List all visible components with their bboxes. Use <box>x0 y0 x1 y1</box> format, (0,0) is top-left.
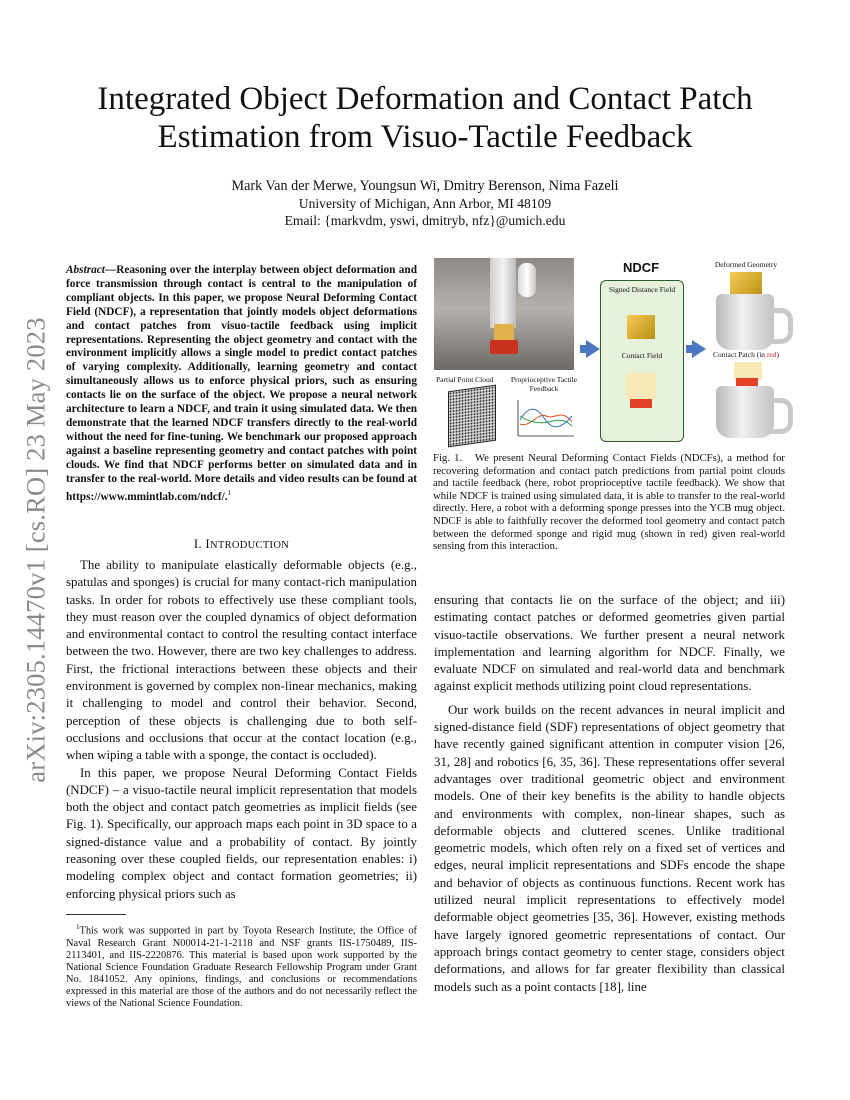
section-title-rest: NTRODUCTION <box>209 540 290 551</box>
paper-title <box>60 80 790 156</box>
deformed-geometry-mug <box>716 294 774 350</box>
section-heading-introduction <box>66 537 417 552</box>
contact-patch-label-text: Contact Patch ( <box>712 350 760 359</box>
footnote-rule <box>66 914 126 915</box>
caption-label: Fig. 1. <box>433 452 463 464</box>
contact-patch-mug <box>716 386 774 438</box>
mug-handle-2 <box>770 398 793 434</box>
footnote-text: This work was supported in part by Toyota Research Institute, the Office of Naval Research Grant N00014-21-1-2118 and NSF grants IIS-1750489, IIS-2113401, and IIS-2220876. This material is based upon work supported by the National Science Foundation Graduate Research Fellowship Program under Grant No. 1841052. Any opinions, findings, and conclusions or recommendations expressed in this material are those of the authors and do not necessarily reflect the views of the National Science Foundation. <box>66 925 417 1010</box>
author-names: Mark Van der Merwe, Youngsun Wi, Dmitry Berenson, Nima Fazeli <box>231 178 619 194</box>
ndcf-box <box>600 280 684 442</box>
affiliation: University of Michigan, Ann Arbor, MI 48109 <box>298 196 552 211</box>
author-block <box>60 178 790 229</box>
sdf-cube <box>627 315 655 339</box>
footnote-mark: 1 <box>76 923 80 931</box>
abstract-text: —Reasoning over the interplay between object deformation and force transmission through contact is central to the manipulation of compliant objects. In this paper, we propose Neural Deforming Contact Field (NDCF), a representation that jointly models object deformations and contact patches from visuo-tactile feedback using implicit representations. Representing the object geometry and contact with the environment implicitly allows a single model to predict contact patches of varying complexity. Additionally, learning geometry and contact simultaneously allows us to enforce physical priors, such as ensuring contacts lie on the surface of the object. We propose a neural network architecture to learn a NDCF, and train it using simulated data. We then demonstrate that the learned NDCF transfers directly to the real-world without the need for fine-tuning. We benchmark our proposed approach against a baseline representing geometry and contact patches with point clouds. We find that NDCF performs better on simulated data and in transfer to the real-world. More details and video results can be found at https://www.mmintlab.com/ndcf/. <box>66 264 417 503</box>
title-line-1: Integrated Object Deformation and Contact Patch <box>97 81 753 117</box>
contact-patch-label-red: red <box>766 350 777 359</box>
right-column-body <box>434 592 785 996</box>
right-paragraph-1: ensuring that contacts lie on the surface of the object; and iii) estimating contact patches or deformed geometries given partial visuo-tactile observations. We further present a neural network implementation and learning algorithm for NDCF. Finally, we evaluate NDCF on simulated and real-world data and benchmark against explicit methods utilizing point cloud representations. <box>434 593 785 694</box>
robot-joint <box>518 263 536 297</box>
partial-pc-label: Partial Point Cloud <box>436 375 494 384</box>
abstract-label: Abstract <box>66 264 105 276</box>
contact-patch-label <box>706 350 786 359</box>
proprio-label: Proprioceptive Tactile Feedback <box>510 375 578 393</box>
tactile-feedback-plot <box>516 398 576 438</box>
partial-point-cloud-image <box>448 385 496 448</box>
title-line-2: Estimation from Visuo-Tactile Feedback <box>157 119 693 155</box>
contact-field-patch <box>630 399 652 408</box>
mug-in-photo <box>490 340 518 354</box>
contact-patch-label-in: in <box>759 350 766 359</box>
contact-patch-label-close: ) <box>776 350 780 359</box>
left-column-body <box>66 557 417 903</box>
abstract <box>66 264 417 504</box>
intro-paragraph-1: The ability to manipulate elastically deformable objects (e.g., spatulas and sponges) is crucial for many contact-rich manipulation tasks. In order for robots to effectively use these compliant tools, they must reason over the coupled dynamics of object deformation and environmental contact to control the resulting contact interface between the two. However, there are two key challenges to address. First, the frictional interactions between these objects and their environment is governed by complex non-linear mechanics, making it challenging to model and control their behavior. Second, perception of these objects is challenging due to both self-occlusions and occlusions that occur at the contact location (e.g., when wiping a table with a sponge, the contact is occluded). <box>66 558 417 763</box>
right-paragraph-2: Our work builds on the recent advances in neural implicit and signed-distance field (SDF) representations of object geometry that have recently gained significant attention in computer vision [26, 31, 28] and robotics [6, 35, 36]. These representations offer several advantages over traditional geometric object and environment models. One of their key benefits is the ability to handle objects and environments with complex, non-linear shapes, such as deformable objects and cluttered scenes. Unlike traditional geometric models, which often rely on a fixed set of vertices and edges, neural implicit representations and SDFs encode the shape and behavior of objects as continuous functions. Recent work has utilized neural implicit representations to effectively model deformable object geometries [35, 36]. However, existing methods have largely ignored geometric representations of contact. Our approach brings contact geometry to center stage, considers object deformations, and allows for far greater flexibility than classical models such as a point contacts [18], line <box>434 702 785 994</box>
deformed-geometry-label: Deformed Geometry <box>714 260 778 269</box>
robot-arm <box>490 258 516 328</box>
contact-field-label: Contact Field <box>621 351 663 360</box>
contact-field-cube <box>626 373 656 399</box>
footnote <box>66 921 417 1010</box>
figure-1-caption <box>433 452 785 553</box>
email: Email: {markvdm, yswi, dmitryb, nfz}@umich.edu <box>284 213 566 228</box>
section-first-letter: I <box>205 537 210 551</box>
intro-paragraph-2: In this paper, we propose Neural Deforming Contact Fields (NDCF) – a visuo-tactile neural implicit representation that models both the object and contact patch geometries as implicit fields (see Fig. 1). Specifically, our approach maps each point in 3D space to a signed-distance value and a probability of contact. By jointly reasoning over these coupled fields, our representation enables: i) modeling complex object and contact formation geometries; ii) enforcing physical priors such as <box>66 765 417 901</box>
sdf-label: Signed Distance Field <box>608 285 676 294</box>
figure-1 <box>434 258 786 444</box>
arxiv-identifier <box>14 280 58 820</box>
caption-text: We present Neural Deforming Contact Fields (NDCFs), a method for recovering deformation and contact patch predictions from partial point clouds and tactile feedback (here, robot proprioceptive tactile feedback). We show that while NDCF is trained using simulated data, it is able to transfer to the real-world directly. Here, a robot with a deforming sponge presses into the YCB mug object. NDCF is able to faithfully recover the deformed tool geometry and contact patch between the deformed sponge and rigid mug (shown in red) given real-world sensing from this interaction. <box>433 452 785 553</box>
robot-photo <box>434 258 574 370</box>
abstract-footmark: 1 <box>227 488 232 497</box>
section-numeral: I. <box>193 537 202 551</box>
arxiv-identifier-text: arXiv:2305.14470v1 [cs.RO] 23 May 2023 <box>20 317 51 783</box>
mug-handle-1 <box>770 308 793 344</box>
ndcf-label: NDCF <box>622 260 660 275</box>
